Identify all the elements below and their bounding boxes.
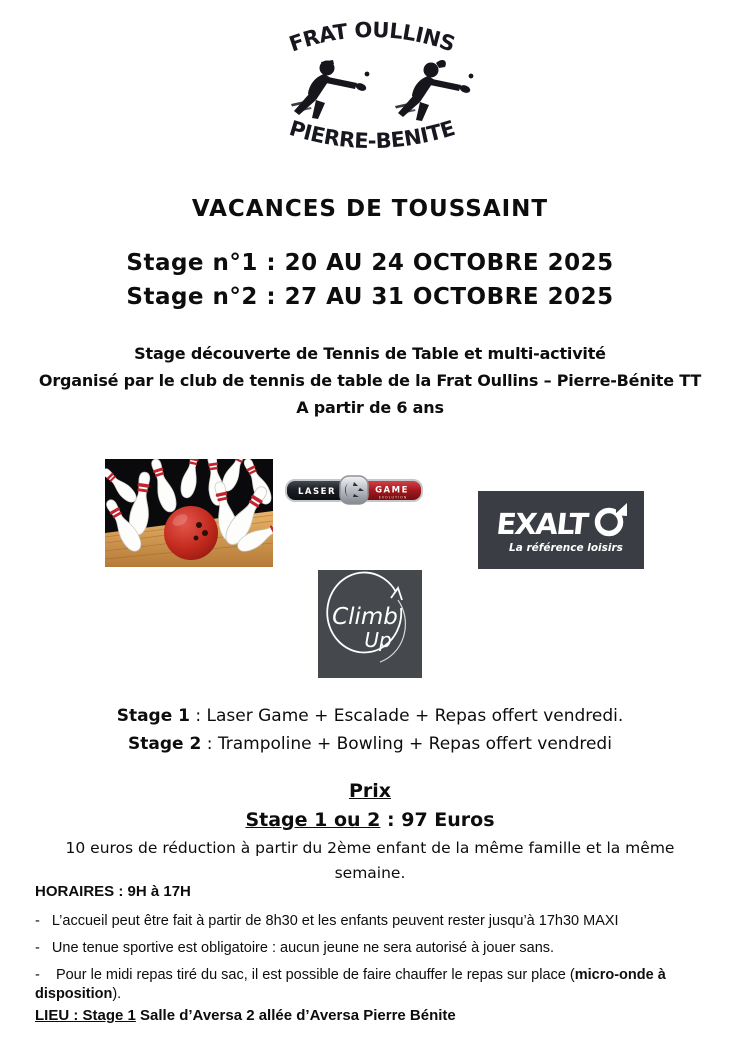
- table-tennis-players-icon: [291, 60, 473, 121]
- pricing-note: 10 euros de réduction à partir du 2ème enfant de la même famille et la même semaine.: [65, 839, 675, 882]
- exalto-logo: [478, 491, 644, 569]
- stage1-detail-line: [0, 702, 740, 730]
- climb-text: Climb: [332, 604, 398, 630]
- subtitle-block: [0, 340, 740, 421]
- schedule-bullet-2: - Une tenue sportive est obligatoire : aucun jeune ne sera autorisé à jouer sans.: [35, 940, 555, 956]
- logo-top-arc-text: FRAT OULLINS: [286, 17, 458, 57]
- bowling-ball: [164, 506, 218, 560]
- stage1-label: Stage 1: [116, 706, 190, 726]
- subtitle-line-1: Stage découverte de Tennis de Table et multi-activité: [134, 344, 606, 363]
- logo-bottom-arc-text: PIERRE-BENITE: [286, 116, 458, 154]
- up-text: Up: [364, 628, 392, 652]
- stage2-text: : Trampoline + Bowling + Repas offert vendredi: [201, 734, 612, 754]
- pricing-line-label: Stage 1 ou 2: [245, 809, 381, 831]
- stage-dates: [0, 246, 740, 314]
- pricing-line: [0, 809, 740, 831]
- schedule-bullet-3: [35, 966, 707, 1004]
- bowling-photo: [105, 459, 273, 567]
- exalto-tagline: La référence loisirs: [509, 542, 623, 554]
- club-logo: [263, 10, 481, 166]
- exalto-text: EXALT: [494, 507, 589, 541]
- stage1-text: : Laser Game + Escalade + Repas offert vendredi.: [190, 706, 624, 726]
- location-text: Salle d’Aversa 2 allée d’Aversa Pierre Bénite: [135, 1007, 456, 1024]
- bullet3-bold: micro-onde à disposition: [35, 967, 670, 1002]
- stage-details-block: [0, 702, 740, 758]
- page-title: VACANCES DE TOUSSAINT: [191, 196, 549, 222]
- climb-up-logo: [318, 570, 422, 678]
- bullet3-pre: - Pour le midi repas tiré du sac, il est possible de faire chauffer le repas sur place (: [35, 967, 575, 983]
- location-label: LIEU : Stage 1: [35, 1007, 136, 1024]
- game-text: GAME: [375, 485, 409, 496]
- evolution-text: EVOLUTION: [378, 495, 408, 500]
- schedule-bullet-1: - L’accueil peut être fait à partir de 8h30 et les enfants peuvent rester jusqu’à 17h30 MAXI: [35, 913, 619, 929]
- laser-game-logo: [284, 473, 424, 507]
- pricing-heading: Prix: [348, 780, 392, 802]
- stage1-dates-line: Stage n°1 : 20 AU 24 OCTOBRE 2025: [126, 250, 614, 276]
- pricing-line-value: : 97 Euros: [380, 809, 495, 831]
- bullet3-post: ).: [112, 986, 122, 1002]
- schedule-heading: HORAIRES : 9H à 17H: [35, 883, 191, 900]
- pricing-block: [0, 780, 740, 886]
- schedule-block: [35, 882, 707, 1012]
- stage2-detail-line: [0, 730, 740, 758]
- stage2-dates-line: Stage n°2 : 27 AU 31 OCTOBRE 2025: [126, 284, 614, 310]
- laser-text: LASER: [298, 487, 336, 497]
- subtitle-line-3: A partir de 6 ans: [296, 398, 444, 417]
- subtitle-line-2: Organisé par le club de tennis de table de la Frat Oullins – Pierre-Bénite TT: [38, 371, 702, 390]
- stage2-label: Stage 2: [128, 734, 202, 754]
- location-line: [35, 1007, 707, 1024]
